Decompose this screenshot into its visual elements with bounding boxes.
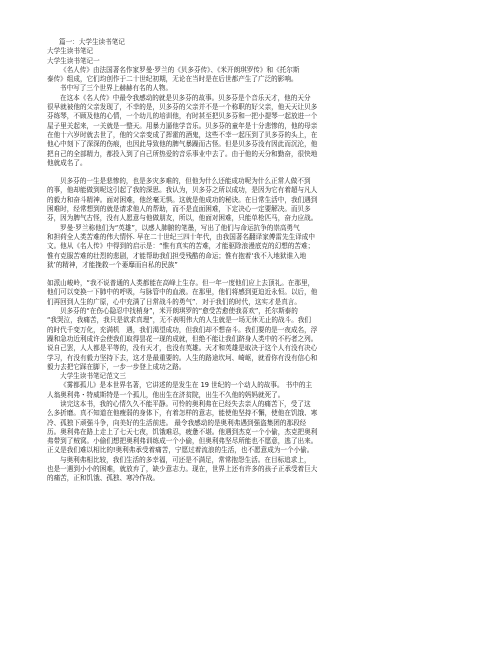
- text-line: 泰传》组成，它们均创作于二十世纪初期，无论在当时是在后世都产生了广泛的影响。: [47, 75, 298, 84]
- text-line: 《雾都孤儿》是本世界名著，它讲述的是发生在 19 世纪的一个动人的故事。 书中的主: [60, 381, 313, 390]
- text-line: 困难时，经常想到的就是请求他人的帮助，而不是直面困难，下定决心一定要解决。而贝多: [47, 205, 311, 214]
- text-line: 的时代千变万化，充满机 遇，我们渴望成功，但我们却不想奋斗。我们要的是一夜成名，浮: [47, 325, 318, 334]
- text-line: 文。他从《名人传》中得到的启示是：“惟有真实的苦难，才能驱除浪漫底克的幻想的苦难；: [47, 242, 315, 251]
- text-line: 《名人传》由法国著名作家罗曼·罗兰的《贝多芬传》、《米开朗琪罗传》和《托尔斯: [60, 65, 300, 74]
- text-line: “我哭泣，我痛苦，我只是欲求真理”，无不表明伟大的人生就是一场无休无止的战斗。我们: [47, 316, 311, 325]
- text-line: 么多折磨。真不知道在他瘦弱的身体下，有着怎样的意志，能使他坚持不懈，使他在饥饿、寒: [47, 409, 318, 418]
- text-line: 书中写了三个世界上赫赫有名的人物。: [60, 84, 173, 93]
- text-line: 人翁奥利弗・特威斯特是一个孤儿，他出生在济贫院，出生不久他的妈妈就死了。: [47, 390, 285, 399]
- text-line: 冷、孤独下顽强斗争，向美好的生活前进。 最令我感动的是奥利弗遇到强盗集团的那段经: [47, 418, 307, 427]
- text-line: 狱’的精神，才能挽救一个萎靡而自私的民族”: [47, 260, 178, 269]
- text-line: 大学生读书笔记范文三: [60, 372, 126, 381]
- text-line: 毅力去把它踩在脚下，一步一步登上成功之路。: [47, 362, 186, 371]
- text-line: 他就成名了。: [47, 158, 87, 167]
- text-line: 在他十六岁时就去世了，他的父亲变成了挥霍的酒鬼，这些不幸一起压到了贝多芬的头上，在: [47, 130, 318, 139]
- text-line: 他心中刻下了深深的伤痕，也因此导致他的脾气暴躁而古怪。但是贝多芬没有因此而沉沦，他: [47, 140, 318, 149]
- text-line: 大学生读书笔记一: [47, 56, 100, 65]
- text-line: 贝多芬的一生是悲惨的，也是多灾多难的，但他为什么还能成功呢为什么正常人做不到: [60, 177, 311, 186]
- text-line: 大学生读书笔记: [47, 47, 94, 56]
- text-line: 们再回到人生的广原，心中充满了日常战斗的勇气”．对于我们的时代，这实才是真言。: [47, 297, 301, 306]
- text-line: 躁和急功近利成许会使我们取得昙花一现的成就，但绝不能让我们跻身人类中的不朽者之列。: [47, 334, 318, 343]
- text-line: 说自己罢，人人都是平等的，没有天才，也没有英雄。天才和英雄是取决于这个人有没有决心: [47, 344, 318, 353]
- text-line: 罗曼·罗兰称他们为“英雄”，以感人肺腑的笔墨，写出了他们与命运抗争的崇高勇气: [60, 223, 300, 232]
- text-line: 贝多芬的“在伤心隐忍中找梢身”，米开朗琪罗的“愈受苦愈使我喜欢”，托尔斯泰的: [60, 307, 298, 316]
- text-line: 很早就被他的父亲发现了，不幸的是，贝多芬的父亲并不是一个称职的好父亲，他天天让贝多: [47, 103, 318, 112]
- text-line: 弗带到了贼窝。小偷们想把奥利弗训练成一个小偷，但奥利弗坚尽所能也不愿意，逃了出来。: [47, 437, 318, 446]
- text-line: 如派山峻岭，“我不说普通的人类都能在高峰上生存。但一年一度他们应上去顶礼。在那里，: [47, 279, 315, 288]
- text-line: 的痛苦，正和饥饿、孤独、寒冷作战。: [47, 474, 160, 483]
- text-line: 读完这本书，我的心情久久不能平静。可怜的奥利弗在已经失去亲人的痛苦下，受了这: [60, 399, 311, 408]
- text-line: 惟有克服苦难的壮烈的悲剧，才能帮助我们担受残酷的命运；惟有抱着‘我不入地狱谁入地: [47, 251, 307, 260]
- text-line: 他们可以变换一下肺中的呼吸，与脉管中的血液。在那里，他们将感到更迫近永恒。以后，他: [47, 288, 318, 297]
- text-line: 屋子里关起来，一关就是一整天。用暴力逼他学音乐。贝多芬的童年是十分悲惨的，他的母亲: [47, 121, 318, 130]
- text-line: 历。奥利弗在路上走上了七天七夜，饥饿难忍，疲惫不堪。他遇到杰克一个小偷，杰克把奥利: [47, 427, 318, 436]
- text-line: 芬练琴，不顾及他的心情，一个幼儿的培训他，有时甚至把贝多芬和一把小提琴一起放进一个: [47, 112, 318, 121]
- text-line: 芬，因为脾气古怪，没有人愿意与他做朋友，所以，他面对困难，只能单枪匹马，奋力应战。: [47, 214, 318, 223]
- text-line: 正义是我们难以相比的!奥利弗承受着痛苦，宁愿过着流浪的生活，也不愿意成为一个小偷。: [47, 446, 314, 455]
- text-line: 与奥利弗相比较，我们生活的多幸福，可还是不满足，常常抱怨生活。在目标追求上，: [60, 455, 311, 464]
- text-line: 把自己的全部精力，都投入到了自己所热爱的音乐事业中去了。由于他的天分和勤奋，很快地: [47, 149, 318, 158]
- text-line: 的事，他却能做到呢这引起了我的深思。我认为，贝多芬之所以成功，是因为它有着超与凡人: [47, 186, 318, 195]
- text-line: 的毅力和奋斗精神。面对困难，他丝毫无惧。这就是他成功的秘诀。在日常生活中，我们遇到: [47, 195, 318, 204]
- document-title: 篇一：大学生读书笔记: [59, 38, 125, 46]
- text-line: 也是一遇到小小的困难，就放弃了，缺少意志力。现在，世界上还有许多的孩子正承受着巨大: [47, 465, 318, 474]
- text-line: 在这本《名人传》中最令我感动的就是贝多芬的故事。贝多芬是个音乐天才，他的天分: [60, 93, 311, 102]
- text-line: 和担荷全人类苦难的伟大情怀. 早在二十世纪三四十年代，由我国著名翻译家傅雷先生译成中: [47, 232, 315, 241]
- text-line: 学习，有没有毅力坚持下去，这才是最重要的。人生的路途坎坷、崎岖，就看你有没有信心和: [47, 353, 318, 362]
